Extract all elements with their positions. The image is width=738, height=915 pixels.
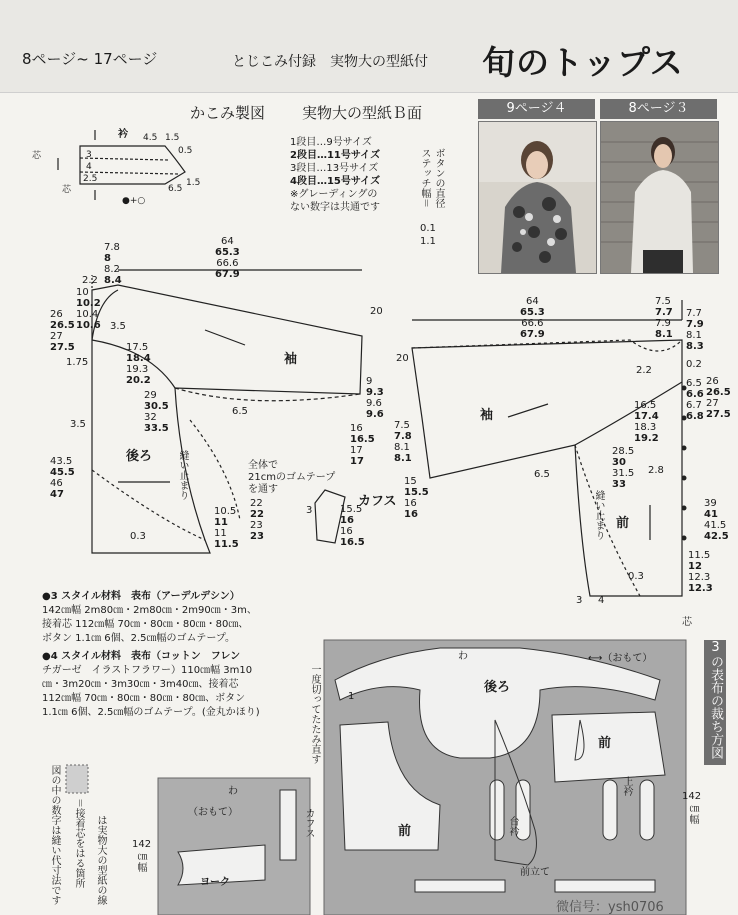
front-neck-dims: 6.5 6.6 6.7 6.8 xyxy=(686,378,704,422)
front-dim-0-3: 0.3 xyxy=(628,571,644,582)
back-side-dims: 16 16.5 17 17 xyxy=(350,423,375,467)
grading-note-2: ない数字は共通です xyxy=(290,202,380,213)
front-side-dims: 15 15.5 16 16 xyxy=(404,476,429,520)
collar-dim-3: 3 xyxy=(86,150,92,160)
collar-bottom-note: ●+○ xyxy=(122,196,146,206)
front-sleeve-width: 64 65.3 66.6 67.9 xyxy=(520,296,545,340)
button-values: 0.1 1.1 xyxy=(420,223,436,247)
watermark: 微信号：ysh0706 xyxy=(556,900,664,915)
front-dim-6-5: 6.5 xyxy=(534,469,550,480)
cuff-elastic-note: 全体で 21cmのゴムテープ を通す xyxy=(248,460,336,495)
layout-front-label-2: 前 xyxy=(598,736,612,751)
collar-dim-6-5: 6.5 xyxy=(168,184,183,194)
small-layout-yoke: ヨーク xyxy=(200,877,230,888)
page-range: 8ページ~ 17ページ xyxy=(22,50,158,68)
back-dim-2-2: 2.2 xyxy=(82,275,98,286)
layout-seam-1: 1 xyxy=(348,691,355,702)
collar-dim-2-5: 2.5 xyxy=(83,174,98,184)
layout-wa: わ xyxy=(458,651,468,662)
stitch-width-note: ステッチ幅＝ xyxy=(419,148,430,208)
layout-upper-collar-label: 上衿 xyxy=(621,776,632,796)
front-top-dims-2: 7.7 7.9 8.1 8.3 xyxy=(686,308,704,352)
grading-note-1: ※グレーディングの xyxy=(290,189,378,200)
back-left-dims: 10 10.2 10.4 10.6 xyxy=(76,287,101,331)
back-dim-1-75: 1.75 xyxy=(66,357,89,368)
back-sleeve-width: 64 65.3 66.6 67.9 xyxy=(215,236,240,280)
legend-seam-allowance: 図の中の数字は縫い代寸法です xyxy=(49,765,60,905)
back-dim-3-5b: 3.5 xyxy=(70,419,86,430)
back-dim-20: 20 xyxy=(370,306,383,317)
layout-back-label: 後ろ xyxy=(484,680,511,695)
layout-width-unit: ㎝幅 xyxy=(687,804,698,824)
page-title: 旬のトップス xyxy=(482,43,684,82)
collar-dim-1-5: 1.5 xyxy=(165,133,180,143)
cuff-length-dims: 15.5 16 16 16.5 xyxy=(340,504,365,548)
front-top-dims: 7.5 7.7 7.9 8.1 xyxy=(655,296,673,340)
materials-style-4: ●4 スタイル材料 表布（コットン フレン チガーゼ イラストフラワー）110㎝幅 3m10 ㎝・3m20㎝・3m30㎝・3m40㎝、接着芯 112㎝幅 70㎝・80㎝・80㎝・80㎝、ボタン 1.1㎝ 6個、2.5㎝幅のゴムテープ。(金丸かほり) xyxy=(42,651,260,718)
front-length-dims: 39 41 41.5 42.5 xyxy=(704,498,729,542)
grading-size-13: 3段目…13号サイズ xyxy=(290,163,379,174)
small-layout-omote: （おもて） xyxy=(188,807,238,818)
back-nuidomari: 縫い止まり xyxy=(177,450,188,500)
back-cuff-end-dims: 9 9.3 9.6 9.6 xyxy=(366,376,384,420)
back-body-label: 後ろ xyxy=(126,449,153,464)
collar-label: 衿 xyxy=(118,129,128,140)
front-hem-dims: 11.5 12 12.3 12.3 xyxy=(688,550,713,594)
collar-dim-4: 4 xyxy=(86,162,92,172)
back-length-dims: 43.5 45.5 46 47 xyxy=(50,456,75,500)
front-dim-4: 4 xyxy=(598,595,605,606)
small-layout-unit: ㎝幅 xyxy=(135,852,146,872)
back-dim-3-5: 3.5 xyxy=(110,321,126,332)
front-dim-0-2: 0.2 xyxy=(686,359,702,370)
cuff-dim-3: 3 xyxy=(306,505,313,516)
grading-size-9: 1段目…9号サイズ xyxy=(290,137,372,148)
fold-note: 一度切ってたたみ直す xyxy=(309,664,320,764)
photo-label-3: 8ページ３ xyxy=(600,99,717,119)
front-body-label: 前 xyxy=(616,516,630,531)
legend-pattern-line: は実物大の型紙の線 xyxy=(95,815,106,905)
cuff-elastic-dims: 22 22 23 23 xyxy=(250,498,264,542)
front-cuff-end-dims: 7.5 7.8 8.1 8.1 xyxy=(394,420,412,464)
small-layout-wa: わ xyxy=(228,786,238,797)
materials-style-3: ●3 スタイル材料 表布（アーデルデシン） 142㎝幅 2m80㎝・2m80㎝・2m90㎝・3m、 接着芯 112㎝幅 70㎝・80㎝・80㎝・80㎝、 ボタン 1.1㎝ 6個、2.5㎝幅のゴムテープ。 xyxy=(42,591,257,644)
front-sleeve-label: 袖 xyxy=(480,408,494,423)
layout-upper-collar xyxy=(603,780,617,840)
collar-shin-2: 芯 xyxy=(62,185,72,195)
front-dim-3: 3 xyxy=(576,595,583,606)
back-dim-6-5: 6.5 xyxy=(232,406,248,417)
collar-shin-1: 芯 xyxy=(32,151,42,161)
back-armhole-dims: 17.5 18.4 19.3 20.2 xyxy=(126,342,151,386)
back-sleeve-label: 袖 xyxy=(284,352,298,367)
back-body-width-dims: 29 30.5 32 33.5 xyxy=(144,390,169,434)
front-dim-2-2: 2.2 xyxy=(636,365,652,376)
front-shin: 芯 xyxy=(682,617,692,628)
back-left-dims-2: 26 26.5 27 27.5 xyxy=(50,309,75,353)
collar-dim-0-5: 0.5 xyxy=(178,146,193,156)
layout-stand-label: 台衿 xyxy=(507,816,518,836)
layout-placket xyxy=(415,880,505,892)
small-layout-cuffs: カフス xyxy=(303,808,314,838)
button-diameter-note: ボタンの直径 xyxy=(433,148,444,208)
grading-size-11: 2段目…11号サイズ xyxy=(290,150,381,161)
collar-dim-1-5b: 1.5 xyxy=(186,178,201,188)
grading-size-15: 4段目…15号サイズ xyxy=(290,176,381,187)
small-layout-width: 142 xyxy=(132,839,152,850)
section-title: かこみ製図 xyxy=(190,104,266,122)
front-nuidomari: 縫い止まり xyxy=(593,490,604,540)
layout-cuff-pieces xyxy=(280,790,296,860)
photo-label-4: 9ページ４ xyxy=(478,99,595,119)
back-hem-dims: 10.5 11 11 11.5 xyxy=(214,506,239,550)
layout-omote: ⟷（おもて） xyxy=(588,653,653,664)
front-neck-dims-2: 26 26.5 27 27.5 xyxy=(706,376,731,420)
legend-interfacing: ＝接着芯をはる箇所 xyxy=(73,798,84,888)
front-body-width-dims: 28.5 30 31.5 33 xyxy=(612,446,635,490)
cuff-label: カフス xyxy=(358,494,397,509)
front-dim-20: 20 xyxy=(396,353,409,364)
collar-dim-4-5: 4.5 xyxy=(143,133,158,143)
back-left-top-dims: 7.8 8 8.2 8.4 xyxy=(104,242,122,286)
layout-front-label: 前 xyxy=(398,824,412,839)
layout-side-tag: 3の表布の裁ち方図 xyxy=(704,640,726,765)
front-armhole-dims: 16.5 17.4 18.3 19.2 xyxy=(634,400,659,444)
pattern-reference: 実物大の型紙Ｂ面 xyxy=(302,104,423,122)
front-dim-2-8: 2.8 xyxy=(648,465,664,476)
back-dim-0-3: 0.3 xyxy=(130,531,146,542)
supplement-note: とじこみ付録 実物大の型紙付 xyxy=(232,54,428,70)
layout-placket-label: 前立て xyxy=(520,867,550,878)
layout-width: 142 xyxy=(682,791,702,802)
layout-collar-stand xyxy=(490,780,504,840)
